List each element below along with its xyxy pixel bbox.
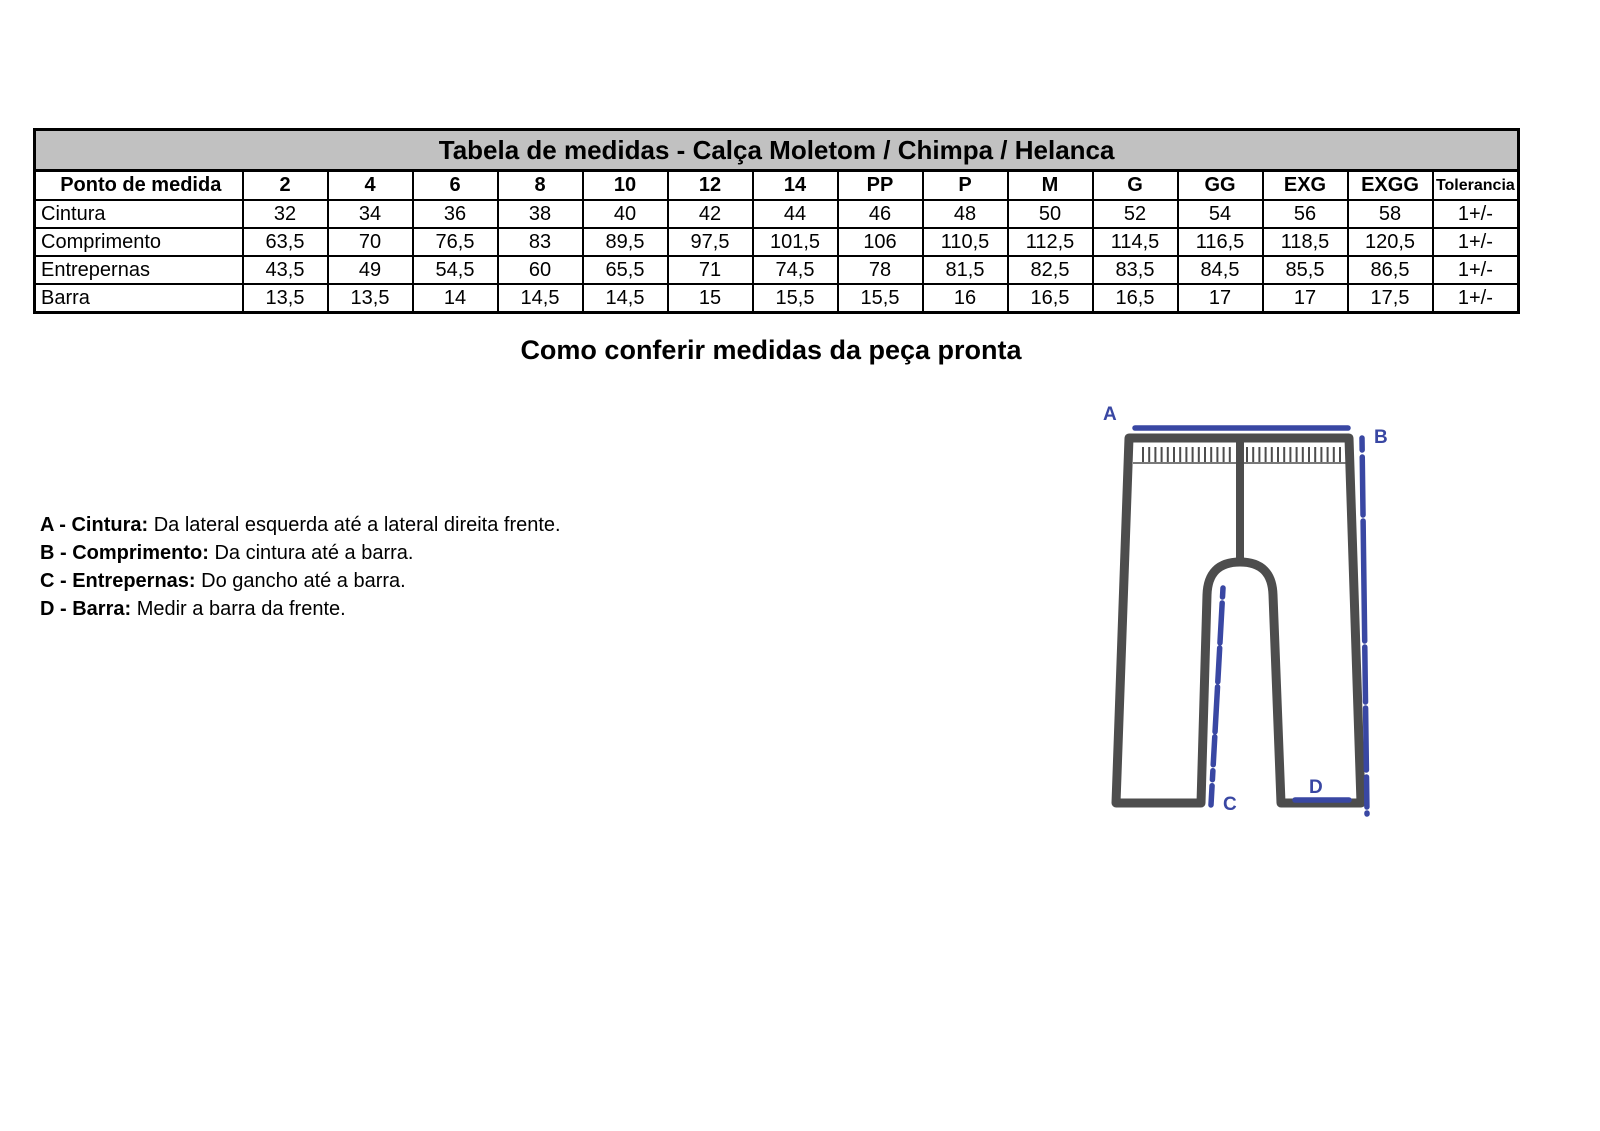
measure-cell: 118,5 xyxy=(1263,228,1348,256)
table-row-entrepernas xyxy=(35,256,1519,284)
measure-cell: 15 xyxy=(668,284,753,313)
note-c-key: C - Entrepernas: xyxy=(40,570,196,592)
note-c-text: Do gancho até a barra. xyxy=(195,570,406,592)
col-header-2: 2 xyxy=(243,171,328,201)
measure-cell: 81,5 xyxy=(923,256,1008,284)
col-header-pp: PP xyxy=(838,171,923,201)
measure-cell: 120,5 xyxy=(1348,228,1433,256)
note-a-text: Da lateral esquerda até a lateral direita frente. xyxy=(148,514,561,536)
col-header-m: M xyxy=(1008,171,1093,201)
col-header-8: 8 xyxy=(498,171,583,201)
measure-cell: 34 xyxy=(328,200,413,228)
measure-cell: 54,5 xyxy=(413,256,498,284)
measure-cell: 14 xyxy=(413,284,498,313)
row-label: Comprimento xyxy=(35,228,243,256)
col-header-exgg: EXGG xyxy=(1348,171,1433,201)
measure-cell: 50 xyxy=(1008,200,1093,228)
measure-cell: 14,5 xyxy=(498,284,583,313)
measure-cell: 13,5 xyxy=(328,284,413,313)
measure-cell: 101,5 xyxy=(753,228,838,256)
pants-diagram xyxy=(1060,390,1400,830)
note-b-key: B - Comprimento: xyxy=(40,542,209,564)
measure-cell: 48 xyxy=(923,200,1008,228)
measure-cell: 52 xyxy=(1093,200,1178,228)
measure-cell: 49 xyxy=(328,256,413,284)
section-heading: Como conferir medidas da peça pronta xyxy=(520,335,1022,365)
measure-notes xyxy=(40,511,561,623)
measure-cell: 89,5 xyxy=(583,228,668,256)
table-title: Tabela de medidas - Calça Moletom / Chimpa / Helanca xyxy=(35,130,1519,171)
measure-cell: 15,5 xyxy=(753,284,838,313)
measure-cell: 71 xyxy=(668,256,753,284)
measure-cell: 97,5 xyxy=(668,228,753,256)
col-header-g: G xyxy=(1093,171,1178,201)
col-header-exg: EXG xyxy=(1263,171,1348,201)
measure-cell: 54 xyxy=(1178,200,1263,228)
note-b-text: Da cintura até a barra. xyxy=(208,542,414,564)
diagram-label-c: C xyxy=(1223,794,1237,815)
measure-cell: 38 xyxy=(498,200,583,228)
measure-cell: 17,5 xyxy=(1348,284,1433,313)
measure-cell: 40 xyxy=(583,200,668,228)
diagram-label-a: A xyxy=(1103,404,1117,425)
measure-cell: 17 xyxy=(1178,284,1263,313)
size-table xyxy=(33,128,1520,314)
measure-cell: 1+/- xyxy=(1433,256,1519,284)
measure-cell: 84,5 xyxy=(1178,256,1263,284)
table-title-row xyxy=(35,130,1519,171)
measure-line-c-entrepernas xyxy=(1211,588,1223,805)
measure-cell: 106 xyxy=(838,228,923,256)
row-label: Entrepernas xyxy=(35,256,243,284)
measure-cell: 60 xyxy=(498,256,583,284)
note-d-key: D - Barra: xyxy=(40,598,132,620)
measure-cell: 1+/- xyxy=(1433,200,1519,228)
note-d-text: Medir a barra da frente. xyxy=(131,598,346,620)
measure-cell: 16,5 xyxy=(1093,284,1178,313)
col-header-6: 6 xyxy=(413,171,498,201)
measure-cell: 65,5 xyxy=(583,256,668,284)
measure-cell: 17 xyxy=(1263,284,1348,313)
col-header-14: 14 xyxy=(753,171,838,201)
measure-cell: 114,5 xyxy=(1093,228,1178,256)
measure-cell: 13,5 xyxy=(243,284,328,313)
measure-cell: 42 xyxy=(668,200,753,228)
measure-cell: 15,5 xyxy=(838,284,923,313)
table-row-cintura xyxy=(35,200,1519,228)
measure-cell: 70 xyxy=(328,228,413,256)
measure-cell: 1+/- xyxy=(1433,284,1519,313)
table-header-row xyxy=(35,171,1519,201)
measure-cell: 44 xyxy=(753,200,838,228)
measure-cell: 112,5 xyxy=(1008,228,1093,256)
measure-cell: 78 xyxy=(838,256,923,284)
col-header-12: 12 xyxy=(668,171,753,201)
measure-cell: 58 xyxy=(1348,200,1433,228)
table-row-barra xyxy=(35,284,1519,313)
measure-cell: 82,5 xyxy=(1008,256,1093,284)
measure-cell: 76,5 xyxy=(413,228,498,256)
col-header-4: 4 xyxy=(328,171,413,201)
row-label: Barra xyxy=(35,284,243,313)
measure-cell: 110,5 xyxy=(923,228,1008,256)
col-header-ponto-de-medida: Ponto de medida xyxy=(35,171,243,201)
measure-cell: 46 xyxy=(838,200,923,228)
measure-cell: 63,5 xyxy=(243,228,328,256)
measure-cell: 16 xyxy=(923,284,1008,313)
measure-cell: 83 xyxy=(498,228,583,256)
note-a-key: A - Cintura: xyxy=(40,514,149,536)
measure-cell: 74,5 xyxy=(753,256,838,284)
note-c xyxy=(40,567,561,595)
measure-cell: 14,5 xyxy=(583,284,668,313)
note-d xyxy=(40,595,561,623)
measure-cell: 36 xyxy=(413,200,498,228)
measure-cell: 32 xyxy=(243,200,328,228)
col-header-gg: GG xyxy=(1178,171,1263,201)
measure-cell: 86,5 xyxy=(1348,256,1433,284)
col-header-10: 10 xyxy=(583,171,668,201)
table-row-comprimento xyxy=(35,228,1519,256)
measure-cell: 1+/- xyxy=(1433,228,1519,256)
diagram-label-d: D xyxy=(1309,777,1323,798)
col-header-p: P xyxy=(923,171,1008,201)
diagram-label-b: B xyxy=(1374,427,1388,448)
measure-cell: 16,5 xyxy=(1008,284,1093,313)
col-header-tolerancia: Tolerancia xyxy=(1433,171,1519,201)
note-b xyxy=(40,539,561,567)
measure-cell: 85,5 xyxy=(1263,256,1348,284)
note-a xyxy=(40,511,561,539)
row-label: Cintura xyxy=(35,200,243,228)
measure-cell: 116,5 xyxy=(1178,228,1263,256)
measure-cell: 83,5 xyxy=(1093,256,1178,284)
measure-cell: 43,5 xyxy=(243,256,328,284)
measure-cell: 56 xyxy=(1263,200,1348,228)
